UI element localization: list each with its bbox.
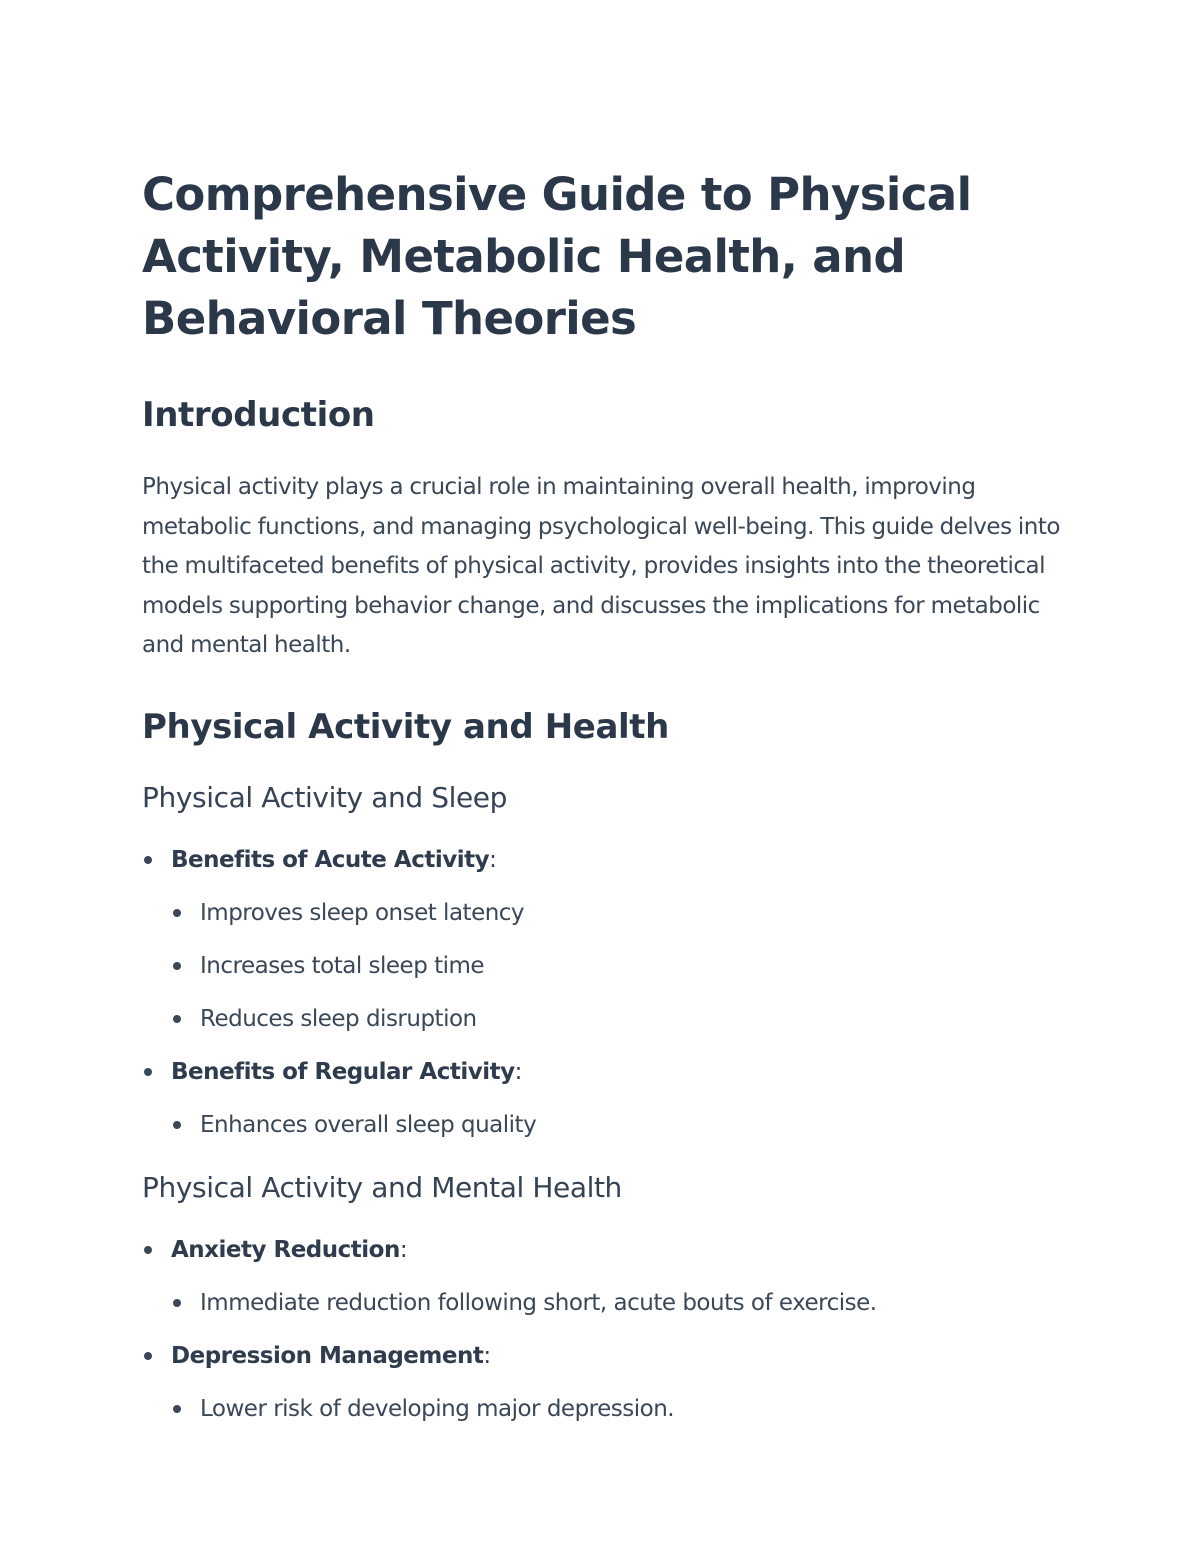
list-item-text: Immediate reduction following short, acute bouts of exercise. (200, 1289, 877, 1316)
list-item (171, 1099, 1080, 1152)
sub-list (171, 1099, 1080, 1152)
list-item-text: Increases total sleep time (200, 952, 485, 979)
list-item (171, 1383, 1080, 1436)
list-item-text: Reduces sleep disruption (200, 1005, 477, 1032)
list-item-text: Lower risk of developing major depression. (200, 1395, 675, 1422)
list-item-label: Anxiety Reduction (171, 1236, 400, 1263)
sleep-list (142, 834, 1080, 1152)
bullet-icon (173, 1121, 181, 1129)
bullet-icon (144, 1246, 152, 1254)
list-item-colon: : (483, 1342, 491, 1369)
list-item-label: Depression Management (171, 1342, 484, 1369)
sub-list (171, 1383, 1080, 1436)
bullet-icon (173, 962, 181, 970)
bullet-icon (144, 1068, 152, 1076)
list-item-label: Benefits of Acute Activity (171, 846, 490, 873)
list-item-colon: : (489, 846, 497, 873)
list-item-label: Benefits of Regular Activity (171, 1058, 515, 1085)
list-item (142, 1224, 1080, 1330)
list-item (142, 1046, 1080, 1152)
sub-list (171, 1277, 1080, 1330)
list-item-colon: : (514, 1058, 522, 1085)
list-item (142, 834, 1080, 1046)
sleep-heading: Physical Activity and Sleep (142, 780, 507, 814)
physical-activity-health-heading: Physical Activity and Health (142, 706, 669, 747)
sub-list (171, 887, 1080, 1046)
bullet-icon (144, 856, 152, 864)
list-item (171, 887, 1080, 940)
bullet-icon (173, 909, 181, 917)
list-item (142, 1330, 1080, 1436)
list-item (171, 993, 1080, 1046)
bullet-icon (173, 1299, 181, 1307)
mental-health-list (142, 1224, 1080, 1436)
list-item (171, 940, 1080, 993)
list-item-text: Enhances overall sleep quality (200, 1111, 537, 1138)
list-item (171, 1277, 1080, 1330)
introduction-paragraph: Physical activity plays a crucial role in maintaining overall health, improving metabolic functions, and managing psychological well-being. This guide delves into the multifaceted benefits of physical activity, provides insights into the theoretical models supporting behavior change, and discusses the implications for metabolic and mental health. (142, 474, 1060, 658)
bullet-icon (144, 1352, 152, 1360)
list-item-text: Improves sleep onset latency (200, 899, 525, 926)
document-title: Comprehensive Guide to Physical Activity, Metabolic Health, and Behavioral Theories (142, 168, 972, 345)
list-item-colon: : (399, 1236, 408, 1263)
bullet-icon (173, 1405, 181, 1413)
bullet-icon (173, 1015, 181, 1023)
mental-health-heading: Physical Activity and Mental Health (142, 1170, 622, 1204)
introduction-heading: Introduction (142, 395, 375, 435)
